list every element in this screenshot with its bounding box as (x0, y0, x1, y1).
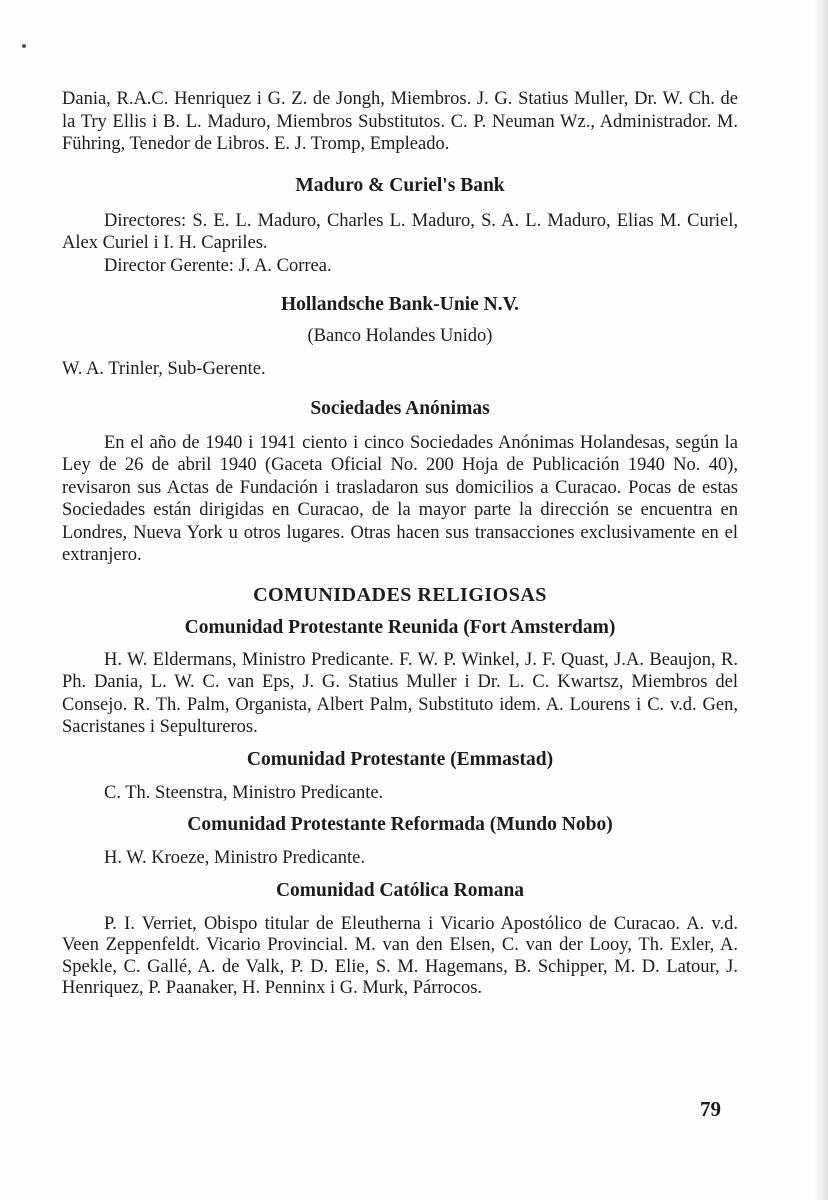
page-content (62, 88, 738, 1000)
heading-sociedades-anonimas: Sociedades Anónimas (310, 397, 490, 419)
board-members-paragraph: Dania, R.A.C. Henriquez i G. Z. de Jongh, Miembros. J. G. Statius Muller, Dr. W. Ch. de la Try Ellis i B. L. Maduro, Miembros Substitutos. C. P. Neuman Wz., Administrador. M. Führing, Tenedor de Libros. E. J. Tromp, Empleado. (62, 89, 738, 154)
heading-comunidades-religiosas: COMUNIDADES RELIGIOSAS (253, 583, 547, 606)
catolica-clergy-paragraph: P. I. Verriet, Obispo titular de Eleutherna i Vicario Apostólico de Curacao. A. v.d. Veen Zeppenfeldt. Vicario Provincial. M. van den Elsen, C. van der Looy, Th. Exler, A. Spekle, C. Gallé, A. de Valk, P. D. Elie, S. M. Hagemans, B. Schipper, M. D. Latour, J. Henriquez, P. Paanaker, H. Penninx i G. Murk, Párrocos. (62, 913, 738, 998)
reunida-members-paragraph: H. W. Eldermans, Ministro Predicante. F. W. P. Winkel, J. F. Quast, J.A. Beaujon, R. Ph. Dania, L. W. C. van Eps, J. G. Statius Muller i Dr. L. C. Kwartsz, Miembros del Consejo. R. Th. Palm, Organista, Albert Palm, Substituto idem. A. Lourens i C. v.d. Gen, Sacristanes i Sepultureros. (62, 649, 738, 737)
ink-dot-mark (22, 44, 26, 48)
heading-comunidad-emmastad: Comunidad Protestante (Emmastad) (246, 748, 554, 770)
hollandsche-subtitle: (Banco Holandes Unido) (307, 326, 493, 346)
page-number: 79 (700, 1097, 721, 1121)
page-edge-shadow (814, 0, 828, 1200)
heading-comunidad-catolica: Comunidad Católica Romana (275, 879, 525, 901)
reformada-minister: H. W. Kroeze, Ministro Predicante. (104, 848, 365, 868)
heading-comunidad-reunida: Comunidad Protestante Reunida (Fort Amsterdam) (184, 616, 616, 638)
hollandsche-staff-paragraph: W. A. Trinler, Sub-Gerente. (62, 359, 266, 379)
heading-hollandsche-bank-unie: Hollandsche Bank-Unie N.V. (280, 294, 520, 315)
maduro-director-gerente: Director Gerente: J. A. Correa. (104, 255, 332, 276)
emmastad-minister: C. Th. Steenstra, Ministro Predicante. (104, 782, 384, 803)
heading-maduro-curiels-bank: Maduro & Curiel's Bank (295, 174, 505, 196)
maduro-directors-paragraph: Directores: S. E. L. Maduro, Charles L. Maduro, S. A. L. Maduro, Elias M. Curiel, Alex Curiel i I. H. Capriles. (62, 210, 738, 253)
sociedades-paragraph: En el año de 1940 i 1941 ciento i cinco Sociedades Anónimas Holandesas, según la Ley de 26 de abril 1940 (Gaceta Oficial No. 200 Hoja de Publicación 1940 No. 40), revisaron sus Actas de Fundación i trasladaron sus domicilios a Curacao. Pocas de estas Sociedades están dirigidas en Curacao, de la mayor parte la dirección se encuentra en Londres, Nueva York u otros lugares. Otras hacen sus transacciones exclusivamente en el extranjero. (62, 432, 738, 565)
heading-comunidad-reformada: Comunidad Protestante Reformada (Mundo Nobo) (187, 814, 613, 835)
